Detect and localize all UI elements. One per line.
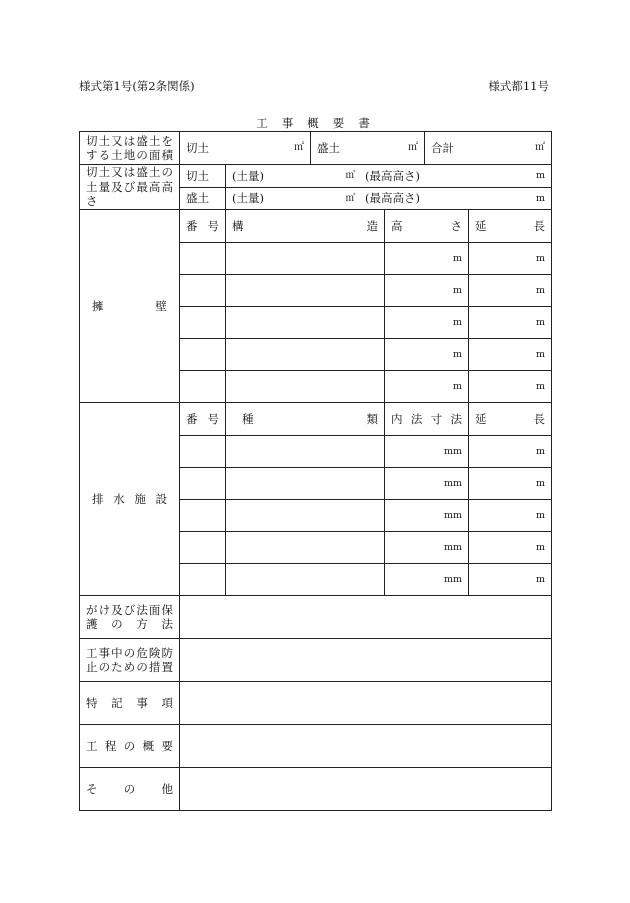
wall-length-cell[interactable]: m (469, 275, 552, 307)
wall-label-cell (80, 210, 180, 403)
wall-label: 擁壁 (92, 298, 167, 313)
notes-label: 特記事項 (80, 682, 180, 725)
drain-label: 排水施設 (92, 491, 167, 506)
wall-number-cell[interactable] (180, 307, 226, 339)
danger-label: 工事中の危険防止のための措置 (80, 639, 180, 682)
wall-header-row (80, 210, 552, 243)
drain-inner-cell[interactable]: mm (385, 436, 469, 468)
wall-number-cell[interactable] (180, 243, 226, 275)
process-label: 工程の概要 (80, 725, 180, 768)
volume-cut-row (80, 165, 552, 188)
area-cut-label: 切土 (186, 140, 209, 155)
volume-label: 切土又は盛土の土量及び最高高さ (80, 165, 180, 210)
drain-col-type: 種類 (226, 403, 385, 436)
wall-structure-cell[interactable] (226, 371, 385, 403)
wall-length-cell[interactable]: m (469, 371, 552, 403)
slope-row (80, 596, 552, 639)
volume-fill-height-unit: m (535, 192, 545, 204)
wall-number-cell[interactable] (180, 339, 226, 371)
notes-row (80, 682, 552, 725)
notes-content-cell[interactable] (180, 682, 552, 725)
area-row (80, 132, 552, 165)
other-row (80, 768, 552, 811)
wall-height-cell[interactable]: m (385, 275, 469, 307)
drain-length-cell[interactable]: m (469, 564, 552, 596)
wall-number-cell[interactable] (180, 371, 226, 403)
area-fill-label: 盛土 (317, 140, 340, 155)
danger-row (80, 639, 552, 682)
process-content-cell[interactable] (180, 725, 552, 768)
form-code: 様式都11号 (488, 79, 549, 93)
drain-inner-cell[interactable]: mm (385, 468, 469, 500)
drain-col-inner: 内法寸法 (385, 403, 469, 436)
drain-number-cell[interactable] (180, 532, 226, 564)
wall-height-cell[interactable]: m (385, 243, 469, 275)
drain-col-length: 延長 (469, 403, 552, 436)
volume-cut-cell[interactable] (226, 165, 552, 188)
drain-type-cell[interactable] (226, 564, 385, 596)
drain-type-cell[interactable] (226, 468, 385, 500)
drain-number-cell[interactable] (180, 564, 226, 596)
drain-number-cell[interactable] (180, 436, 226, 468)
wall-height-cell[interactable]: m (385, 307, 469, 339)
drain-type-cell[interactable] (226, 532, 385, 564)
slope-content-cell[interactable] (180, 596, 552, 639)
area-total-unit: ㎡ (535, 141, 545, 153)
wall-height-cell[interactable]: m (385, 339, 469, 371)
drain-length-cell[interactable]: m (469, 468, 552, 500)
volume-fill-height-label: (最高高さ) (365, 191, 420, 206)
other-content-cell[interactable] (180, 768, 552, 811)
area-cut-unit: ㎡ (294, 141, 304, 153)
process-row (80, 725, 552, 768)
area-total-cell[interactable] (425, 132, 552, 165)
volume-cut-height-unit: m (535, 170, 545, 182)
volume-cut-label: 切土 (180, 165, 226, 188)
area-fill-cell[interactable] (311, 132, 425, 165)
wall-col-length: 延長 (469, 210, 552, 243)
drain-type-cell[interactable] (226, 436, 385, 468)
wall-structure-cell[interactable] (226, 307, 385, 339)
danger-content-cell[interactable] (180, 639, 552, 682)
drain-length-cell[interactable]: m (469, 436, 552, 468)
drain-length-cell[interactable]: m (469, 532, 552, 564)
area-cut-cell[interactable] (180, 132, 311, 165)
drain-length-cell[interactable]: m (469, 500, 552, 532)
wall-structure-cell[interactable] (226, 339, 385, 371)
volume-fill-volume-unit: ㎥ (345, 192, 355, 204)
wall-structure-cell[interactable] (226, 243, 385, 275)
volume-cut-volume-unit: ㎥ (345, 170, 355, 182)
overview-form-table (79, 131, 552, 811)
wall-length-cell[interactable]: m (469, 339, 552, 371)
volume-fill-cell[interactable] (226, 188, 552, 210)
drain-header-row (80, 403, 552, 436)
wall-col-structure: 構造 (226, 210, 385, 243)
volume-fill-label: 盛土 (180, 188, 226, 210)
drain-number-cell[interactable] (180, 500, 226, 532)
drain-inner-cell[interactable]: mm (385, 532, 469, 564)
area-fill-unit: ㎡ (408, 141, 418, 153)
drain-type-cell[interactable] (226, 500, 385, 532)
slope-label: がけ及び法面保護の方法 (80, 596, 180, 639)
document-title: 工事概要書 (256, 116, 384, 130)
volume-cut-volume-label: (土量) (232, 168, 264, 183)
drain-inner-cell[interactable]: mm (385, 500, 469, 532)
form-number: 様式第1号(第2条関係) (79, 79, 195, 93)
volume-fill-volume-label: (土量) (232, 191, 264, 206)
wall-height-cell[interactable]: m (385, 371, 469, 403)
drain-label-cell (80, 403, 180, 596)
wall-length-cell[interactable]: m (469, 243, 552, 275)
area-label: 切土又は盛土をする土地の面積 (80, 132, 180, 165)
volume-cut-height-label: (最高高さ) (365, 168, 420, 183)
wall-structure-cell[interactable] (226, 275, 385, 307)
drain-number-cell[interactable] (180, 468, 226, 500)
wall-col-height: 高さ (385, 210, 469, 243)
wall-length-cell[interactable]: m (469, 307, 552, 339)
drain-col-number: 番号 (180, 403, 226, 436)
wall-number-cell[interactable] (180, 275, 226, 307)
area-total-label: 合計 (431, 140, 454, 155)
drain-inner-cell[interactable]: mm (385, 564, 469, 596)
other-label: その他 (80, 768, 180, 811)
wall-col-number: 番号 (180, 210, 226, 243)
